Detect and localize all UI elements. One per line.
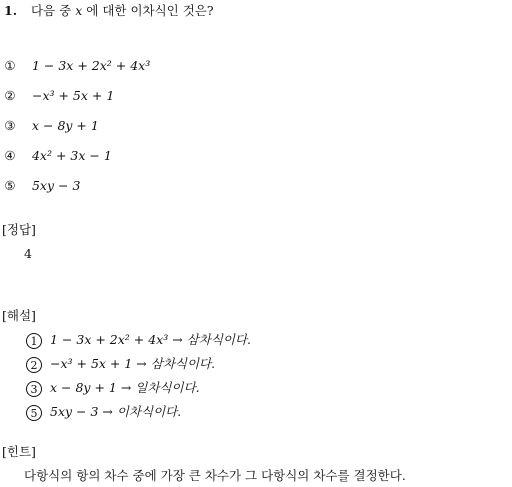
explanation-label: [해설] <box>2 308 36 323</box>
explanation-item-3-expr: x − 8y + 1 → 일차식이다. <box>50 380 200 395</box>
explanation-item-1 <box>26 332 251 349</box>
choice-3-mark: ③ <box>4 118 16 133</box>
question-number: 1. <box>4 3 18 18</box>
choice-4[interactable] <box>2 148 112 164</box>
question-variable: x <box>75 3 83 18</box>
choice-1-mark: ① <box>4 58 16 73</box>
answer-label: [정답] <box>2 222 36 237</box>
explanation-item-2-mark: 2 <box>26 357 42 373</box>
explanation-item-2-expr: −x³ + 5x + 1 → 삼차식이다. <box>50 356 216 371</box>
explanation-item-4-mark: 5 <box>26 405 42 421</box>
choice-2-expr: −x³ + 5x + 1 <box>31 88 115 103</box>
choice-4-expr: 4x² + 3x − 1 <box>31 148 112 163</box>
explanation-item-2 <box>26 356 215 373</box>
question-text-before: 다음 중 <box>31 3 72 18</box>
choice-5[interactable] <box>2 178 80 194</box>
choice-2[interactable] <box>2 88 114 104</box>
choice-1-expr: 1 − 3x + 2x² + 4x³ <box>31 58 151 73</box>
explanation-item-1-mark: 1 <box>26 333 42 349</box>
explanation-item-4 <box>26 404 181 421</box>
hint-label: [힌트] <box>2 444 36 459</box>
choice-3-expr: x − 8y + 1 <box>31 118 99 133</box>
choice-4-mark: ④ <box>4 148 16 163</box>
question-text-after: 에 대한 이차식인 것은? <box>86 3 214 18</box>
explanation-item-3-mark: 3 <box>26 381 42 397</box>
explanation-item-3 <box>26 380 200 397</box>
choice-2-mark: ② <box>4 88 16 103</box>
choice-1[interactable] <box>2 58 150 74</box>
hint-text: 다항식의 항의 차수 중에 가장 큰 차수가 그 다항식의 차수를 결정한다. <box>24 468 406 483</box>
choice-5-mark: ⑤ <box>4 178 16 193</box>
choice-5-expr: 5xy − 3 <box>31 178 81 193</box>
explanation-item-4-expr: 5xy − 3 → 이차식이다. <box>50 404 182 419</box>
answer-value: 4 <box>24 246 32 261</box>
explanation-item-1-expr: 1 − 3x + 2x² + 4x³ → 삼차식이다. <box>50 332 252 347</box>
choice-3[interactable] <box>2 118 99 134</box>
question-line <box>4 3 214 19</box>
